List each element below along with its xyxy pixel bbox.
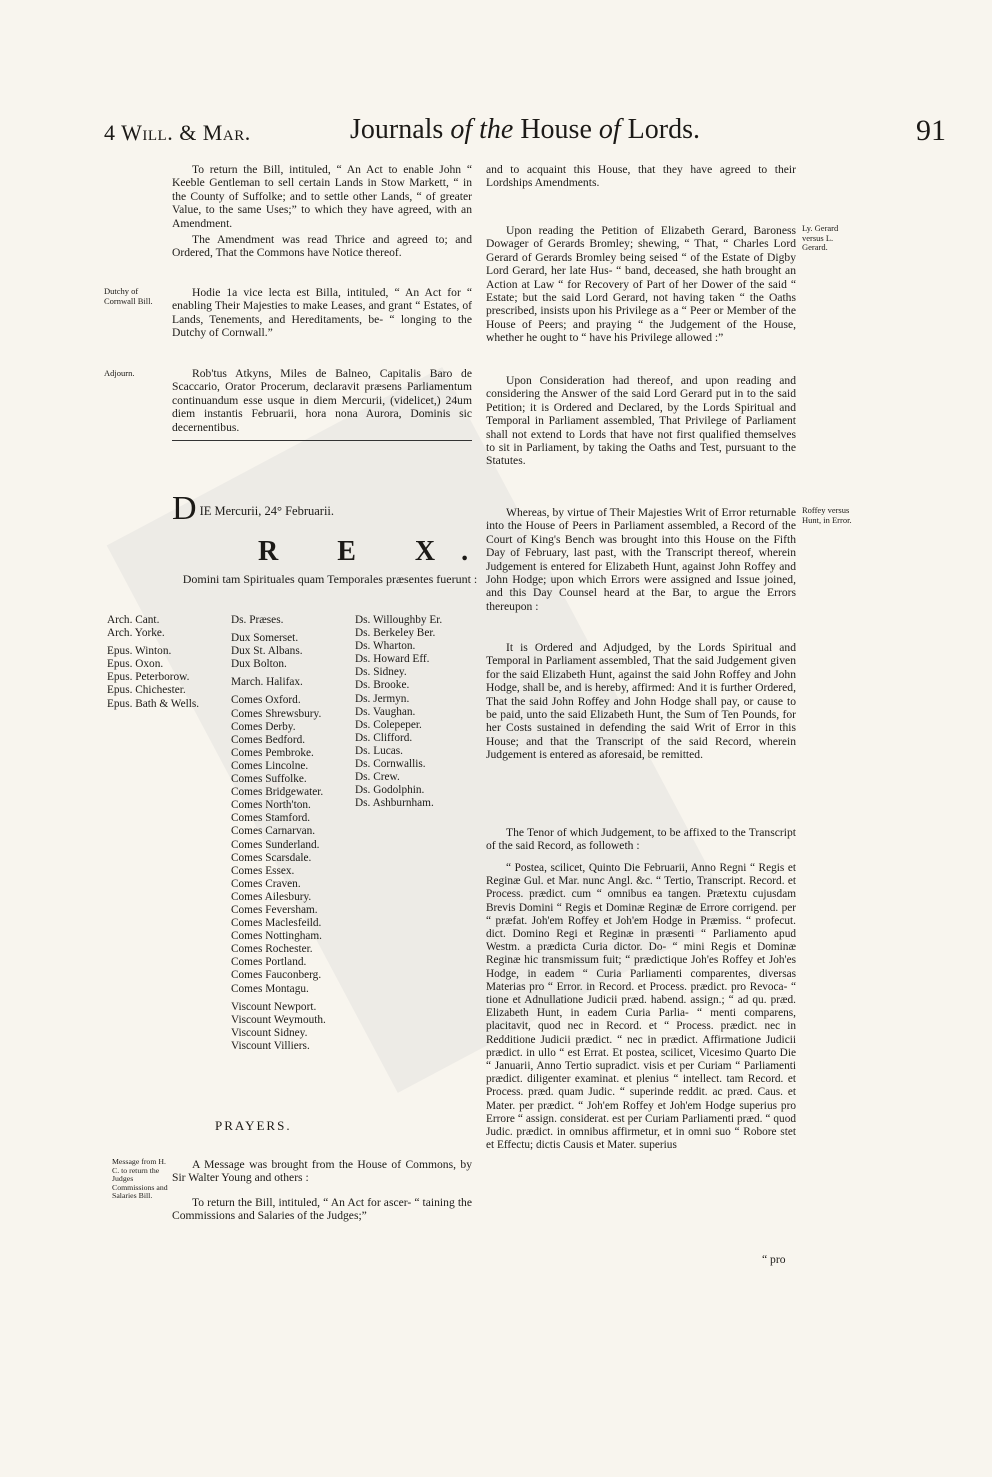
lord-name: Epus. Oxon. (107, 658, 164, 671)
lord-name: Viscount Weymouth. (231, 1013, 326, 1026)
paragraph-postea: “ Postea, scilicet, Quinto Die Februarii, Anno Regni “ Regis et Reginæ Gul. et Mar. nunc Angl. &c. “ Tertio, Transcript. Record. et Process. prædict. cum “ omnibus ea tangen. Prætextu cujusdam Brevis Domini “ Regis et Dominæ Reginæ de Errore corrigend. per “ præfat. Joh'em Roffey et Joh'em Hodge in Præmiss. “ profecut. dict. Domino Regi et Reginæ in præsenti “ Parliamento apud Westm. a prædicta Curia dictor. Do- “ mini Regis et Dominæ Reginæ hic transmissum fuit; “ prædictique Joh'es Roffey et Joh'es Hodge, in eadem “ Curia Parliamenti comparentes, diversas Materias pro “ Error. in Record. et Process. prædict. pro Revoca- “ tione et Adnullatione Judicii præd. habend. assign.; “ ad qu. præd. Elizabeth Hunt, in eadem Curia Parlia- “ menti comparens, placitavit, quod nec in Record. et “ Process. prædict. nec in Redditione Judicii prædict. “ nec in prædict. Affirmatione Judicii prædict. in ullo “ est Errat. Et postea, scilicet, Vicesimo Quarto Die “ Januarii, Anno Tertio supradict. visis et per Curiam “ Parliamenti prædict. diligenter examinat. et plenius “ intellect. tam Record. et Process. præd. quam Judic. “ superinde reddit. ac præd. Caus. et Mater. per prædict. “ Joh'em Roffey et Joh'em Hodge superius pro Errore “ assign. considerat. est per Curiam Parliamenti præd. “ quod Judic. prædict. in omnibus affirmetur, et in omni suo “ Robore stet et Effectu; dictis Causis et Mater. superius (486, 862, 796, 1152)
lord-name: Ds. Godolphin. (355, 784, 425, 797)
lord-name: Comes Fauconberg. (231, 969, 322, 982)
lord-name: Ds. Vaughan. (355, 705, 416, 718)
lord-name: Comes Lincolne. (231, 759, 309, 772)
title-part: Lords. (627, 114, 700, 145)
lord-name: Ds. Cornwallis. (355, 758, 426, 771)
lord-name: Comes Bedford. (231, 733, 306, 746)
lord-name: Ds. Colepeper. (355, 718, 422, 731)
lord-name: Comes Shrewsbury. (231, 707, 322, 720)
margin-note-dutchy: Dutchy of Cornwall Bill. (104, 286, 153, 306)
lord-name: Comes Essex. (231, 864, 295, 877)
lords-column-temporal (231, 614, 326, 1053)
paragraph-whereas: Whereas, by virtue of Their Majesties Writ of Error returnable into the House of Peers in Parliament assembled, a Record of the Court of King's Bench was brought into this House on the Fifth Day of February, last past, with the Transcript thereof, wherein Judgement is entered for Elizabeth Hunt, against John Roffey and John Hodge; upon which Errors were assigned and Issue joined, and this Day Counsel heard at the Bar, to argue the Errors thereupon : (486, 506, 796, 613)
title-part: of the (450, 114, 514, 145)
lord-name: Viscount Sidney. (231, 1026, 308, 1039)
lord-name: Ds. Wharton. (355, 640, 416, 653)
paragraph-return-judges: To return the Bill, intituled, “ An Act for ascer- “ taining the Commissions and Salaries of the Judges;” (172, 1196, 472, 1223)
rex-heading: R E X. (258, 536, 495, 567)
catchword: “ pro (762, 1253, 786, 1266)
lord-name: Ds. Berkeley Ber. (355, 627, 436, 640)
prayers-heading: PRAYERS. (215, 1118, 292, 1133)
lord-name: Ds. Lucas. (355, 744, 404, 757)
lord-name: Comes Scarsdale. (231, 851, 312, 864)
drop-cap: D (172, 490, 197, 527)
paragraph-message: A Message was brought from the House of Commons, by Sir Walter Young and others : (172, 1158, 472, 1185)
lord-name: Comes Ailesbury. (231, 890, 312, 903)
lord-name: Comes Craven. (231, 877, 301, 890)
lord-name: Ds. Brooke. (355, 679, 410, 692)
lord-name: Ds. Willoughby Er. (355, 614, 443, 626)
paragraph-ordered: It is Ordered and Adjudged, by the Lords Spiritual and Temporal in Parliament assembled, That the said Judgement given for the said Elizabeth Hunt, against the said John Roffey and John Hodge, shall be, and is hereby, affirmed: And it is further Ordered, That the said John Roffey and John Hodge shall pay, or cause to be paid, unto the said Elizabeth Hunt, the Sum of Ten Pounds, for her Costs sustained in defending the said Writ of Error in this House; and that the Transcript of the said Record, wherein Judgement is entered as aforesaid, be remitted. (486, 641, 796, 762)
lord-name: Comes Carnarvan. (231, 825, 316, 838)
title-part: of (598, 114, 621, 145)
domini-heading: Domini tam Spirituales quam Temporales præsentes fuerunt : (182, 572, 478, 586)
lord-name: Ds. Clifford. (355, 731, 413, 744)
running-title (350, 116, 700, 144)
paragraph-adjourn: Rob'tus Atkyns, Miles de Balneo, Capitalis Baro de Scaccario, Orator Procerum, declaravit præsens Parliamentum continuandum esse usque in diem Mercurii, (videlicet,) 24um diem instantis Februarii, hora nona Aurora, Dominis sic decernentibus. (172, 367, 472, 434)
lord-name: Dux St. Albans. (231, 645, 303, 658)
lord-name: Comes Stamford. (231, 812, 311, 825)
paragraph-acquaint: and to acquaint this House, that they have agreed to their Lordships Amendments. (486, 163, 796, 190)
lord-name: Epus. Peterborow. (107, 671, 190, 684)
date-heading (172, 490, 472, 527)
lord-name: Comes Portland. (231, 956, 307, 969)
lord-name: Comes Feversham. (231, 903, 318, 916)
paragraph-amendment: The Amendment was read Thrice and agreed to; and Ordered, That the Commons have Notice thereof. (172, 233, 472, 260)
lord-name: Comes Montagu. (231, 982, 309, 995)
paragraph-petition: Upon reading the Petition of Elizabeth Gerard, Baroness Dowager of Gerards Bromley; shewing, “ That, “ Charles Lord Gerard of Gerards Bromley being seised “ of the Estate of Digby Lord Gerard, her late Hus- “ band, deceased, she hath brought an Action at Law “ for Recovery of Part of her Dower of the said “ Estate; but the said Lord Gerard, not having taken “ the Oaths prescribed, insists upon his Privilege as a “ Peer or Member of the House of Peers; and praying “ the Judgement of the House, whether he ought to “ have his Privilege allowed :” (486, 224, 796, 345)
paragraph-tenor: The Tenor of which Judgement, to be affixed to the Transcript of the said Record, as followeth : (486, 826, 796, 853)
lords-column-barons (355, 614, 442, 810)
lord-name: Ds. Howard Eff. (355, 653, 430, 666)
lord-name: Comes Rochester. (231, 943, 313, 956)
margin-note-roffey: Roffey versus Hunt, in Error. (802, 505, 852, 525)
lord-name: Comes Suffolke. (231, 773, 307, 786)
lord-name: Dux Somerset. (231, 632, 299, 645)
lord-name: Epus. Bath & Wells. (107, 697, 200, 710)
title-part: House (520, 114, 592, 145)
lord-name: Ds. Crew. (355, 771, 400, 784)
paragraph-dutchy: Hodie 1a vice lecta est Billa, intituled, “ An Act for “ enabling Their Majesties to make Leases, and grant “ Estates, of Lands, Tenements, and Hereditaments, be- “ longing to the Dutchy of Cornwall.” (172, 286, 472, 340)
page-number: 91 (916, 114, 946, 147)
lord-name: Ds. Præses. (231, 614, 284, 626)
regnal-year: 4 Will. & Mar. (104, 120, 251, 145)
lord-name: Ds. Sidney. (355, 666, 407, 679)
title-part: Journals (350, 114, 444, 145)
lord-name: Arch. Yorke. (107, 627, 165, 640)
lord-name: Viscount Newport. (231, 1000, 317, 1013)
date-text: IE Mercurii, 24° Februarii. (199, 504, 335, 518)
lord-name: Comes Derby. (231, 720, 296, 733)
lord-name: Comes Nottingham. (231, 930, 322, 943)
lord-name: Comes Maclesfeild. (231, 917, 322, 930)
margin-note-adjourn: Adjourn. (104, 368, 135, 378)
lord-name: Epus. Chichester. (107, 684, 186, 697)
lord-name: Comes Sunderland. (231, 838, 320, 851)
lord-name: Dux Bolton. (231, 658, 287, 671)
lord-name: Comes Bridgewater. (231, 786, 324, 799)
lord-name: Ds. Ashburnham. (355, 797, 434, 810)
margin-note-gerard: Ly. Gerard versus L. Gerard. (802, 223, 839, 252)
lord-name: Comes Pembroke. (231, 746, 314, 759)
paragraph-return-bill: To return the Bill, intituled, “ An Act to enable John “ Keeble Gentleman to sell certain Lands in Stow Markett, “ in the County of Suffolke; and to settle other Lands, “ of greater Value, to the same Uses;” to which they have agreed, with an Amendment. (172, 163, 472, 230)
lord-name: Viscount Villiers. (231, 1039, 310, 1052)
lord-name: Comes Oxford. (231, 694, 301, 707)
lord-name: Arch. Cant. (107, 614, 160, 626)
lord-name: Ds. Jermyn. (355, 692, 410, 705)
lord-name: Comes North'ton. (231, 799, 311, 812)
lord-name: Epus. Winton. (107, 645, 172, 658)
margin-note-message: Message from H. C. to return the Judges Commissions and Salaries Bill. (112, 1157, 168, 1201)
paragraph-consideration: Upon Consideration had thereof, and upon reading and considering the Answer of the said Lord Gerard put in to the said Petition; it is Ordered and Declared, by the Lords Spiritual and Temporal in Parliament assembled, That Privilege of Parliament shall not extend to Lords that have not first qualified themselves to sit in Parliament, by taking the Oaths and Test, pursuant to the Statutes. (486, 374, 796, 468)
lord-name: March. Halifax. (231, 676, 303, 689)
divider (172, 440, 472, 441)
lords-column-spiritual (107, 614, 199, 711)
